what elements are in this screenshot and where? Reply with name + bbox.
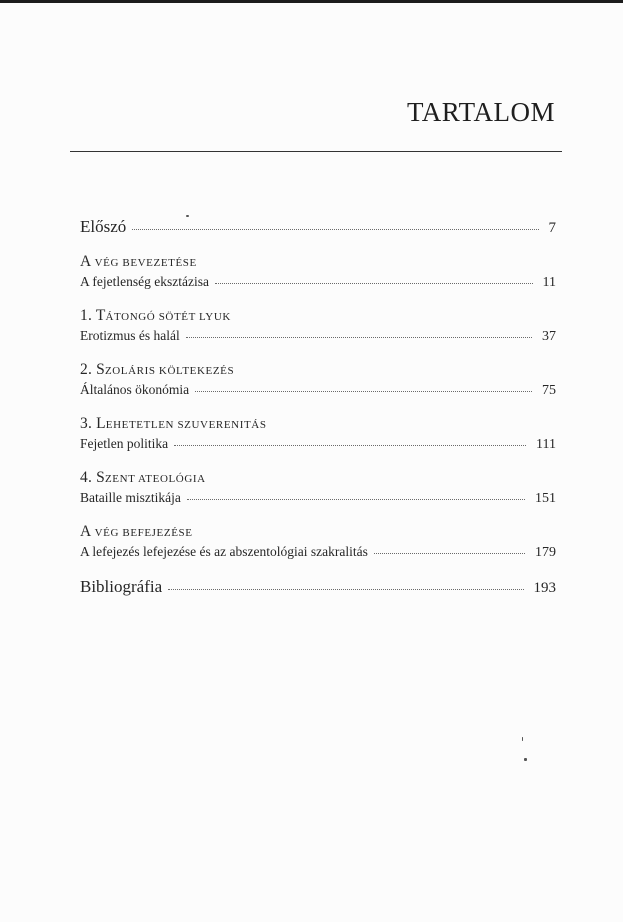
section-heading	[80, 414, 556, 435]
toc-entry-page: 193	[533, 580, 556, 596]
section-number: 4.	[80, 469, 97, 486]
section-subtitle: Erotizmus és halál	[80, 328, 180, 343]
page-title: TARTALOM	[406, 97, 555, 127]
section-subtitle: Általános ökonómia	[80, 382, 190, 397]
section-subtitle-line	[80, 435, 556, 454]
scan-speck	[522, 737, 523, 741]
toc-section	[80, 468, 556, 508]
section-heading-initial: S	[96, 469, 105, 486]
toc-entry-page: 7	[548, 220, 556, 236]
toc-entry-bibliography	[80, 576, 556, 598]
section-subtitle: Bataille misztikája	[80, 490, 181, 505]
toc-section	[80, 360, 556, 400]
section-subtitle-line	[80, 273, 556, 292]
section-heading-initial: S	[96, 361, 105, 378]
section-subtitle: Fejetlen politika	[80, 436, 169, 451]
section-subtitle-line	[80, 381, 556, 400]
toc-entry-foreword	[80, 216, 556, 238]
toc-section	[80, 306, 556, 346]
section-heading	[80, 522, 556, 543]
section-heading-initial: T	[95, 307, 106, 324]
section-subtitle-line	[80, 543, 556, 562]
section-heading-rest: ÁTONGÓ SÖTÉT LYUK	[105, 311, 231, 323]
section-page: 11	[542, 275, 556, 290]
dot-leader	[186, 337, 532, 338]
toc-section	[80, 414, 556, 454]
section-heading-rest: ZENT ATEOLÓGIA	[104, 473, 206, 485]
toc-entry-label: Előszó	[80, 217, 127, 236]
section-subtitle: A fejetlenség eksztázisa	[80, 274, 209, 289]
scan-speck	[524, 758, 527, 761]
section-heading	[80, 306, 556, 327]
dot-leader	[374, 553, 525, 554]
section-heading-initial: L	[96, 415, 106, 432]
dot-leader	[195, 391, 532, 392]
dot-leader	[132, 229, 538, 230]
section-heading-initial: A	[80, 253, 95, 270]
section-page: 111	[536, 437, 556, 452]
dot-leader	[215, 283, 533, 284]
dot-leader	[174, 445, 526, 446]
section-subtitle-line	[80, 489, 556, 508]
section-heading-initial: A	[80, 523, 95, 540]
scan-speck	[186, 215, 189, 217]
section-heading-rest: EHETETLEN SZUVERENITÁS	[105, 419, 267, 431]
section-heading-rest: VÉG BEVEZETÉSE	[94, 257, 197, 269]
section-number: 2.	[80, 361, 97, 378]
section-page: 151	[535, 491, 556, 506]
toc-section	[80, 522, 556, 562]
section-page: 75	[542, 383, 556, 398]
dot-leader	[187, 499, 525, 500]
table-of-contents	[80, 216, 556, 598]
title-rule	[70, 151, 562, 152]
toc-entry-label: Bibliográfia	[80, 577, 163, 596]
section-number: 3.	[80, 415, 97, 432]
section-number: 1.	[80, 307, 96, 324]
section-page: 179	[535, 545, 556, 560]
section-heading-rest: ZOLÁRIS KÖLTEKEZÉS	[104, 365, 235, 377]
section-heading-rest: VÉG BEFEJEZÉSE	[94, 527, 193, 539]
section-subtitle-line	[80, 327, 556, 346]
scan-top-edge	[0, 0, 623, 3]
section-heading	[80, 252, 556, 273]
section-heading	[80, 468, 556, 489]
section-heading	[80, 360, 556, 381]
dot-leader	[168, 589, 523, 590]
toc-section	[80, 252, 556, 292]
section-page: 37	[542, 329, 556, 344]
section-subtitle: A lefejezés lefejezése és az abszentológiai szakralitás	[80, 544, 368, 559]
